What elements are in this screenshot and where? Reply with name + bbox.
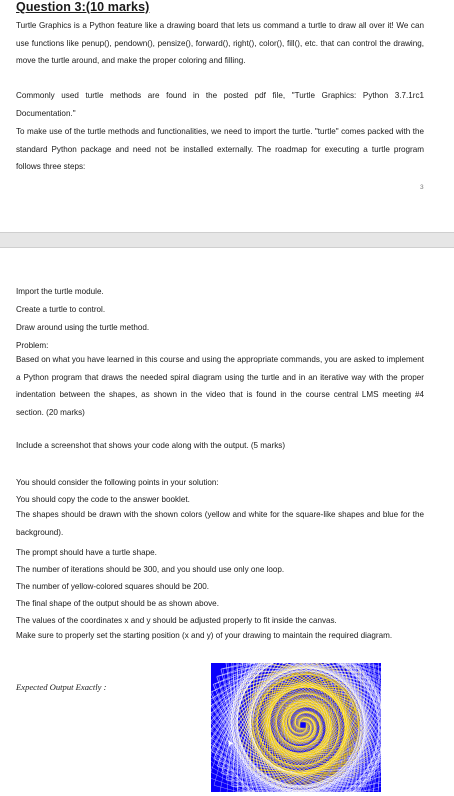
point-1: You should copy the code to the answer booklet. <box>16 495 190 504</box>
point-4: The number of iterations should be 300, and you should use only one loop. <box>16 565 285 574</box>
yellow-square <box>300 721 307 728</box>
question-title: Question 3:(10 marks) <box>16 0 150 14</box>
yellow-square <box>300 722 306 728</box>
problem-label: Problem: <box>16 341 49 350</box>
expected-output-image <box>211 663 381 792</box>
point-8: Make sure to properly set the starting position (x and y) of your drawing to maintain the required diagram. <box>16 631 393 640</box>
expected-output-label: Expected Output Exactly : <box>16 682 107 692</box>
spiral-drawing <box>211 663 381 792</box>
point-5: The number of yellow-colored squares should be 200. <box>16 582 210 591</box>
methods-paragraph: Commonly used turtle methods are found in the posted pdf file, "Turtle Graphics: Python 3.7.1rc1 Documentation." <box>16 91 424 118</box>
points-intro: You should consider the following points in your solution: <box>16 478 219 487</box>
import-paragraph: To make use of the turtle methods and functionalities, we need to import the turtle. "turtle" comes packed with the standard Python package and need not be installed externally. The roadmap for executing a turtle program follows three steps: <box>16 127 424 172</box>
step-2: Create a turtle to control. <box>16 305 106 314</box>
step-3: Draw around using the turtle method. <box>16 323 150 332</box>
page-number: 3 <box>420 184 424 191</box>
point-3: The prompt should have a turtle shape. <box>16 548 157 557</box>
screenshot-note: Include a screenshot that shows your code along with the output. (5 marks) <box>16 441 286 450</box>
point-2: The shapes should be drawn with the shown colors (yellow and white for the square-like shapes and blue for the background). <box>16 510 424 537</box>
step-1: Import the turtle module. <box>16 287 104 296</box>
page-break <box>0 232 454 248</box>
point-7: The values of the coordinates x and y should be adjusted properly to fit inside the canvas. <box>16 616 337 625</box>
problem-paragraph: Based on what you have learned in this course and using the appropriate commands, you are asked to implement a Python program that draws the needed spiral diagram using the turtle and in an iterative way with the proper indentation between the shapes, as shown in the video that is found in the course central LMS meeting #4 section. (20 marks) <box>16 355 424 417</box>
document-page-1 <box>0 0 454 232</box>
point-6: The final shape of the output should be as shown above. <box>16 599 219 608</box>
intro-paragraph: Turtle Graphics is a Python feature like a drawing board that lets us command a turtle to draw all over it! We can use functions like penup(), pendown(), pensize(), forward(), right(), color(), fill(), etc. that can control the drawing, move the turtle around, and make the proper coloring and filling. <box>16 21 424 66</box>
document-page-2 <box>0 248 454 796</box>
